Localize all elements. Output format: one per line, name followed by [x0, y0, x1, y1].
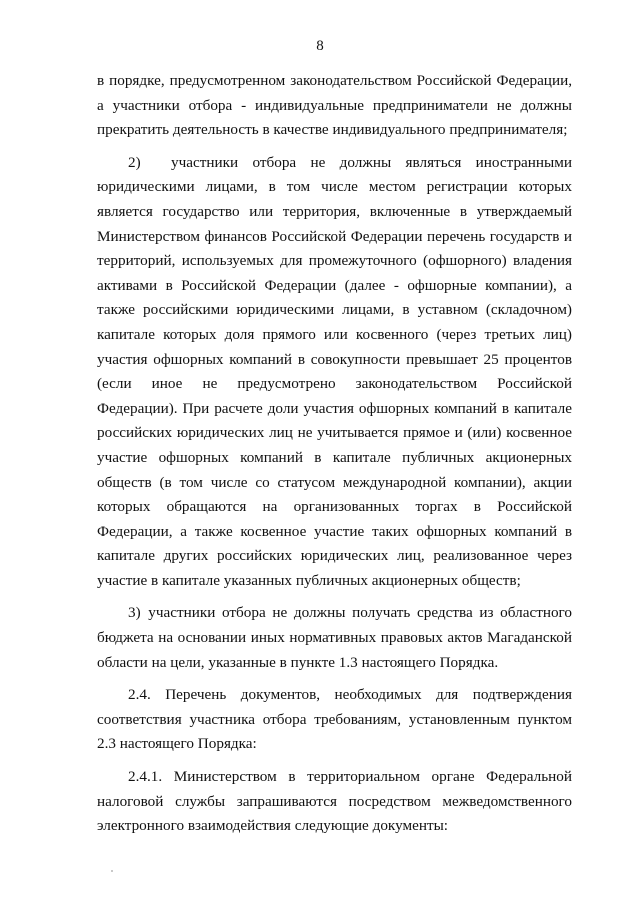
- paragraph-item-3: 3) участники отбора не должны получать средства из областного бюджета на основании иных нормативных правовых актов Магаданской области на цели, указанные в пункте 1.3 настоящего Порядка.: [97, 604, 572, 671]
- paragraph-item-2: 2) участники отбора не должны являться иностранными юридическими лицами, в том числе местом регистрации которых является государство или территория, включенные в утверждаемый Министерством финансов Российской Федерации перечень государств и территорий, используемых для промежуточного (офшорного) владения активами в Российской Федерации (далее - офшорные компании), а также российскими юридическими лицами, в уставном (складочном) капитале которых доля прямого или косвенного (через третьих лиц) участия офшорных компаний в совокупности превышает 25 процентов (если иное не предусмотрено законодательством Российской Федерации). При расчете доли участия офшорных компаний в капитале российских юридических лиц не учитывается прямое и (или) косвенное участие офшорных компаний в капитале публичных акционерных обществ (в том числе со статусом международной компании), акции которых обращаются на организованных торгах в Российской Федерации, а также косвенное участие таких офшорных компаний в капитале других российских юридических лиц, реализованное через участие в капитале указанных публичных акционерных обществ;: [97, 153, 572, 589]
- page-number: 8: [316, 38, 324, 54]
- paragraph-section-2-4-1: 2.4.1. Министерством в территориальном органе Федеральной налоговой службы запрашиваются посредством межведомственного электронного взаимодействия следующие документы:: [97, 768, 572, 835]
- paragraph-section-2-4: 2.4. Перечень документов, необходимых для подтверждения соответствия участника отбора требованиям, установленным пунктом 2.3 настоящего Порядка:: [97, 686, 572, 753]
- scan-artifact: [111, 870, 113, 872]
- paragraph-continuation: в порядке, предусмотренном законодательством Российской Федерации, а участники отбора - индивидуальные предприниматели не должны прекратить деятельность в качестве индивидуального предпринимателя;: [97, 72, 572, 139]
- document-body: [97, 69, 572, 839]
